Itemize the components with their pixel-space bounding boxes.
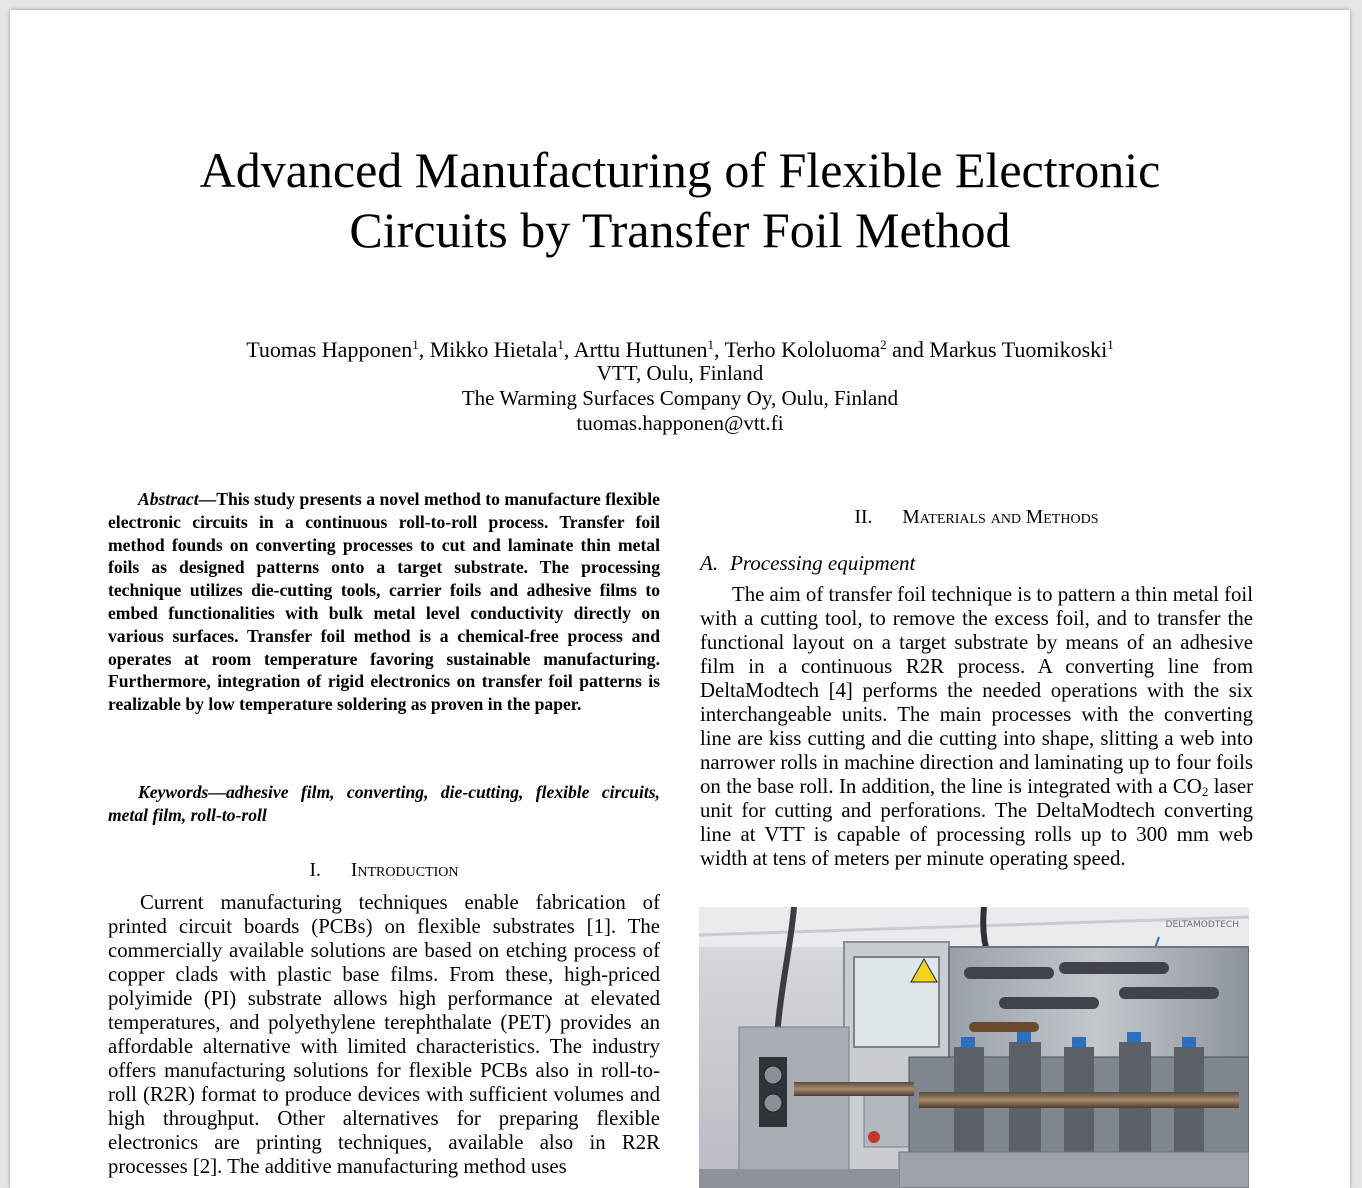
subsection-number: A. — [700, 551, 719, 575]
title-line-2: Circuits by Transfer Foil Method — [349, 202, 1011, 258]
subsection-title: Processing equipment — [730, 551, 916, 575]
author-affiliation-mark: 1 — [707, 337, 715, 352]
keywords-label: Keywords — [138, 782, 209, 802]
title-line-1: Advanced Manufacturing of Flexible Electronic — [199, 142, 1161, 198]
emergency-stop-icon — [868, 1131, 880, 1143]
section-number: I. — [309, 860, 321, 881]
processing-equipment-text — [700, 583, 1253, 871]
affiliation-1: VTT, Oulu, Finland — [596, 361, 764, 385]
author-email: tuomas.happonen@vtt.fi — [576, 411, 784, 435]
subsection-heading-processing-equipment — [700, 551, 1253, 576]
affiliation-2: The Warming Surfaces Company Oy, Oulu, Finland — [461, 386, 899, 410]
converting-line-photo — [699, 907, 1249, 1188]
author-affiliation-mark: 1 — [1107, 337, 1114, 352]
paper-page — [10, 10, 1350, 1188]
text-part-1: The aim of transfer foil technique is to pattern a thin metal foil with a cutting tool, to remove the excess foil, and to transfer the functional layout on a target substrate by means of an adhesive film in a continuous R2R process. A converting line from DeltaModtech [4] performs the needed operations with the six interchangeable units. The main processes with the converting line are kiss cutting and die cutting into shape, slitting a web into narrower rolls in machine direction and laminating up to four foils on the base roll. In addition, the line is integrated with a CO — [700, 583, 1253, 798]
introduction-text: Current manufacturing techniques enable fabrication of printed circuit boards (PCBs) on flexible substrates [1]. The commercially available solutions are based on etching process of copper clads with plastic base films. From these, high-priced polyimide (PI) substrate allows high performance at elevated temperatures, and polyethylene terephthalate (PET) provides an affordable alternative with limited characteristics. The industry offers manufacturing solutions for flexible PCBs also in roll-to-roll (R2R) format to produce devices with sufficient volumes and high throughput. Other alternatives for preparing flexible electronics are printing techniques, available also in R2R processes [2]. The additive manufacturing method uses — [108, 891, 660, 1178]
author-name: Arttu Huttunen — [573, 337, 708, 362]
section-title: Introduction — [350, 860, 459, 881]
keywords — [108, 781, 660, 827]
author-separator: , — [714, 337, 725, 362]
author-list — [10, 337, 1350, 363]
copper-roll — [919, 1092, 1239, 1108]
co2-subscript: 2 — [1201, 784, 1209, 799]
author-separator: , — [563, 337, 574, 362]
paper-title — [10, 140, 1350, 260]
author-name: Terho Kololuoma — [724, 337, 881, 362]
author-name: Mikko Hietala — [429, 337, 558, 362]
author-separator: and — [886, 337, 930, 362]
keywords-dash: — — [208, 782, 226, 802]
abstract-text: This study presents a novel method to manufacture flexible electronic circuits in a continuous roll-to-roll process. Transfer foil method founds on converting processes to cut and laminate thin metal foils as designed patterns onto a target substrate. The processing technique utilizes die-cutting tools, carrier foils and adhesive films to embed functionalities with bulk metal level conductivity directly on various surfaces. Transfer foil method is a chemical-free process and operates at room temperature favoring sustainable manufacturing. Furthermore, integration of rigid electronics on transfer foil patterns is realizable by low temperature soldering as proven in the paper. — [108, 489, 660, 715]
section-number: II. — [854, 507, 873, 528]
author-name: Tuomas Happonen — [246, 337, 413, 362]
author-affiliation-mark: 2 — [880, 337, 887, 352]
author-affiliation-mark: 1 — [412, 337, 419, 352]
abstract-dash: — — [198, 489, 217, 509]
keywords-text: adhesive film, converting, die-cutting, flexible circuits, metal film, roll-to-roll — [108, 782, 660, 825]
machine-brand-label: DELTAMODTECH — [1165, 920, 1239, 930]
section-heading-introduction — [108, 859, 660, 883]
text-part-2: laser unit for cutting and perforations. The DeltaModtech converting line at VTT is capable of processing rolls up to 300 mm web width at tens of meters per minute operating speed. — [700, 775, 1254, 870]
author-name: Markus Tuomikoski — [929, 337, 1108, 362]
author-affiliation-mark: 1 — [557, 337, 564, 352]
section-heading-materials-methods — [700, 506, 1253, 530]
author-separator: , — [418, 337, 430, 362]
abstract-label: Abstract — [138, 489, 199, 509]
abstract — [108, 488, 660, 716]
section-title: Materials and Methods — [902, 507, 1099, 528]
